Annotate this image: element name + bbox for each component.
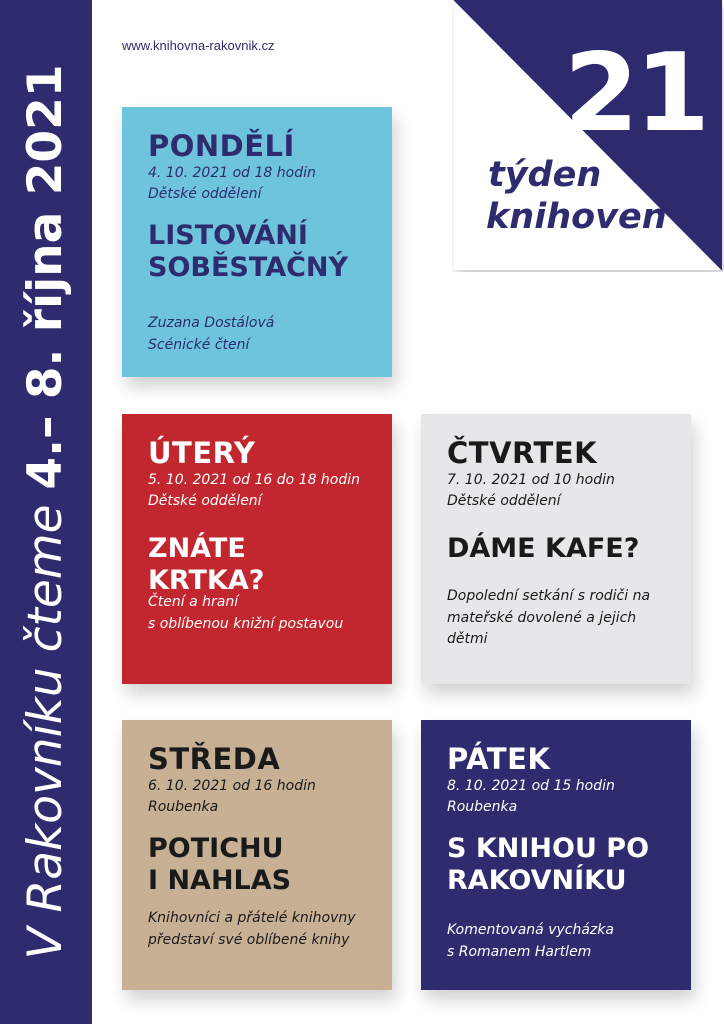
event-day: ČTVRTEK <box>447 436 598 470</box>
event-date: 8. 10. 2021 od 15 hodin <box>447 778 615 795</box>
website-url[interactable]: www.knihovna-rakovnik.cz <box>122 38 275 53</box>
event-date: 6. 10. 2021 od 16 hodin <box>148 778 316 795</box>
event-place: Dětské oddělení <box>148 492 262 509</box>
event-card-friday <box>421 720 691 990</box>
event-description-line-3: dětmi <box>447 631 488 648</box>
event-description <box>148 592 378 635</box>
side-headline <box>8 0 84 1024</box>
event-title-line-1: S KNIHOU PO <box>447 833 650 865</box>
badge-number: 21 <box>563 31 706 156</box>
event-day: PÁTEK <box>447 742 551 776</box>
event-card-monday <box>122 107 392 377</box>
event-description-line-1: Zuzana Dostálová <box>148 315 275 331</box>
event-place: Dětské oddělení <box>447 492 561 509</box>
event-description-line-2: představí své oblíbené knihy <box>148 931 350 948</box>
event-title-line-1: DÁME KAFE? <box>447 533 640 565</box>
event-description-line-1: Čtení a hraní <box>148 594 239 610</box>
event-card-wednesday <box>122 720 392 990</box>
side-headline-dates: 4.– 8. října 2021 <box>18 64 73 490</box>
event-date: 4. 10. 2021 od 18 hodin <box>148 165 316 182</box>
badge-line-2: knihoven <box>486 197 667 237</box>
event-description <box>447 920 677 963</box>
event-date: 5. 10. 2021 od 16 do 18 hodin <box>148 472 361 489</box>
side-headline-text: V Rakovníku čteme <box>18 489 73 960</box>
event-description-line-2: Scénické čtení <box>148 336 250 353</box>
event-description <box>148 908 378 951</box>
event-date: 7. 10. 2021 od 10 hodin <box>447 472 615 489</box>
badge-line-1: týden <box>488 155 602 195</box>
event-place: Dětské oddělení <box>148 185 262 202</box>
event-description-line-2: s Romanem Hartlem <box>447 943 592 960</box>
event-description-line-2: mateřské dovolené a jejich <box>447 609 637 626</box>
event-title-line-2: SOBĚSTAČNÝ <box>148 252 349 284</box>
event-day: STŘEDA <box>148 742 281 776</box>
side-band <box>0 0 92 1024</box>
week-badge <box>452 0 724 272</box>
event-description <box>148 313 378 356</box>
event-title-line-1: LISTOVÁNÍ <box>148 220 308 252</box>
event-card-tuesday <box>122 414 392 684</box>
event-description <box>447 586 677 651</box>
event-description-line-1: Knihovníci a přátelé knihovny <box>148 910 356 926</box>
event-title-line-2: I NAHLAS <box>148 865 292 897</box>
event-title-line-1: ZNÁTE KRTKA? <box>148 533 265 597</box>
event-place: Roubenka <box>447 798 518 815</box>
event-description-line-1: Komentovaná vycházka <box>447 922 614 938</box>
event-title-line-2: RAKOVNÍKU <box>447 865 627 897</box>
event-description-line-2: s oblíbenou knižní postavou <box>148 615 344 632</box>
event-card-thursday <box>421 414 691 684</box>
event-place: Roubenka <box>148 798 219 815</box>
event-description-line-1: Dopolední setkání s rodiči na <box>447 588 651 604</box>
event-title-line-1: POTICHU <box>148 833 284 865</box>
event-day: ÚTERÝ <box>148 436 256 470</box>
event-day: PONDĚLÍ <box>148 129 295 163</box>
